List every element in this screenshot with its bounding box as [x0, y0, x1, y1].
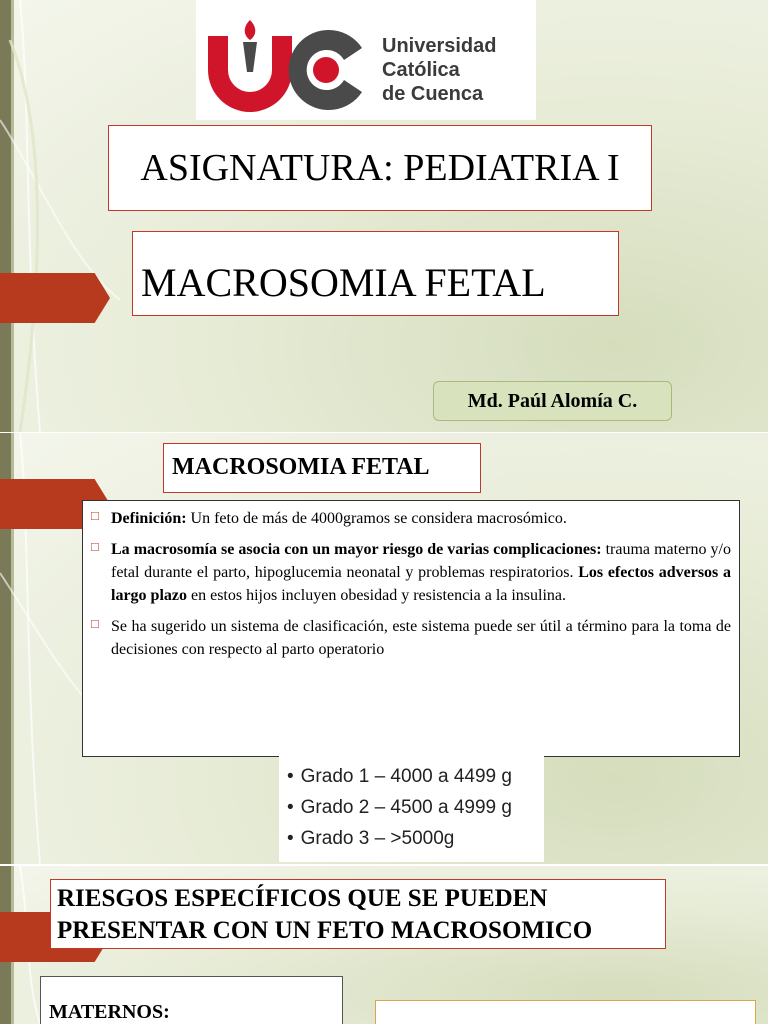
uc-logo-mark-icon — [196, 0, 366, 120]
slide-title — [0, 0, 768, 432]
long-term-text: en estos hijos incluyen obesidad y resistencia a la insulina. — [187, 587, 567, 604]
classification-paragraph: □ Se ha sugerido un sistema de clasificación, este sistema puede ser útil a término para la toma de decisiones con respecto al parto operatorio — [111, 615, 731, 661]
slide2-title: MACROSOMIA FETAL — [163, 443, 481, 493]
complications-paragraph — [111, 538, 731, 607]
risks-title: RIESGOS ESPECÍFICOS QUE SE PUEDEN PRESENTAR CON UN FETO MACROSOMICO — [50, 879, 666, 949]
grade-list — [279, 754, 544, 862]
logo-line-3: de Cuenca — [382, 83, 484, 105]
definition-label: Definición: — [111, 510, 187, 527]
logo-line-2: Católica — [382, 59, 460, 81]
grade-item: • Grado 1 – 4000 a 4499 g — [287, 761, 544, 792]
long-term-label: Los efectos adversos a largo plazo — [111, 564, 731, 604]
complications-text: trauma materno y/o fetal durante el parto, hipoglucemia neonatal y problemas respiratorios. — [111, 541, 731, 581]
definition-content — [82, 500, 740, 757]
grade-item: • Grado 2 – 4500 a 4999 g — [287, 792, 544, 823]
section-arrow-tab — [0, 273, 110, 323]
decorative-stems — [0, 0, 120, 432]
subject-title: ASIGNATURA: PEDIATRIA I — [108, 125, 652, 211]
complications-label: La macrosomía se asocia con un mayor riesgo de varias complicaciones: — [111, 541, 602, 558]
maternos-heading: MATERNOS: — [40, 976, 343, 1024]
grade-item: • Grado 3 – >5000g — [287, 823, 544, 854]
definition-paragraph — [111, 507, 731, 530]
logo-line-1: Universidad — [382, 35, 497, 57]
university-name — [382, 34, 496, 106]
definition-text: Un feto de más de 4000gramos se considera macrosómico. — [186, 510, 567, 527]
slide-definition — [0, 433, 768, 864]
university-logo — [196, 0, 536, 120]
content-box — [375, 1000, 756, 1024]
topic-title: MACROSOMIA FETAL — [132, 231, 619, 316]
slide-risks — [0, 866, 768, 1024]
author-badge: Md. Paúl Alomía C. — [433, 381, 672, 421]
